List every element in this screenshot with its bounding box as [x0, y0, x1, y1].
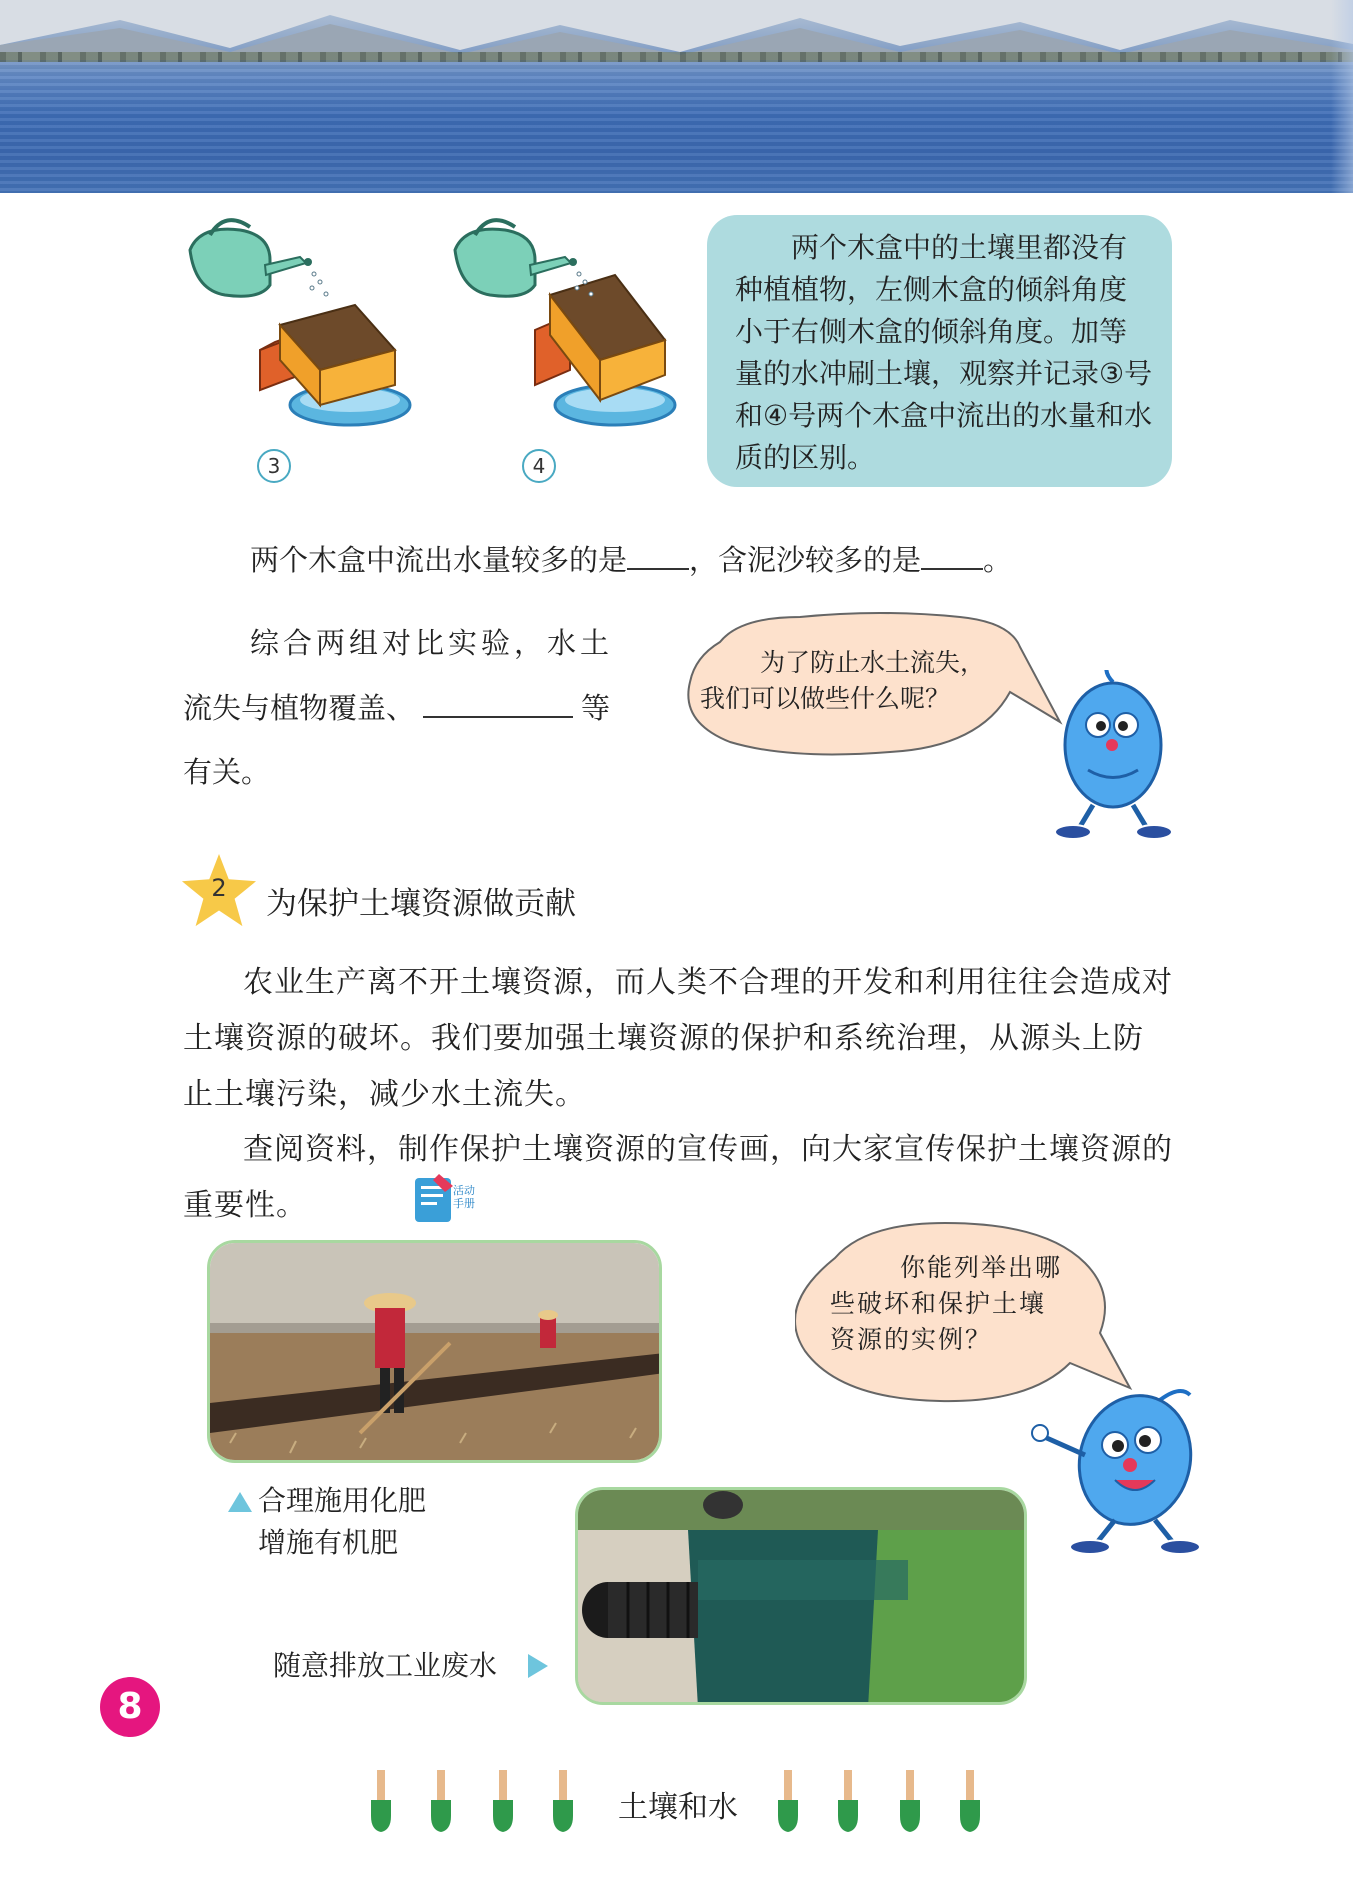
box-number-3: 3: [257, 449, 291, 483]
wastewater-image: [578, 1490, 1027, 1705]
footer-chapter-title: 土壤和水: [618, 1790, 738, 1825]
answer-blank-1[interactable]: [627, 568, 689, 570]
speech-bubble-1-text: [700, 645, 1040, 717]
shovel-icon: [550, 1770, 576, 1832]
header-banner-lake-image: [0, 0, 1353, 193]
section2-paragraph-2-text: 查阅资料，制作保护土壤资源的宣传画，向大家宣传保护土壤资源的重要性。: [183, 1132, 1173, 1223]
handbook-pencil-icon: [413, 1172, 455, 1224]
shovel-icon: [835, 1770, 861, 1832]
speech2-line1: 你能列举出哪: [900, 1253, 1063, 1282]
section-title: 为保护土壤资源做贡献: [266, 886, 576, 922]
caption1-line2: 增施有机肥: [258, 1526, 399, 1559]
question1-text-a: 两个木盒中流出水量较多的是: [250, 543, 628, 577]
shovel-icon: [368, 1770, 394, 1832]
speech-bubble-2-text: [830, 1250, 1100, 1358]
page-number: 8: [100, 1677, 160, 1737]
caption-fertilizer: [258, 1480, 426, 1564]
question1-text-c: 。: [983, 543, 1013, 577]
question1-text-b: ，含泥沙较多的是: [689, 543, 922, 577]
question2-text-a: 流失与植物覆盖、: [183, 691, 416, 725]
tree-line: [0, 52, 1353, 62]
shovel-icon: [428, 1770, 454, 1832]
question2-line3: 有关。: [183, 755, 271, 789]
farm-field-image: [210, 1243, 662, 1463]
wooden-box-watering-illustration-3: [180, 210, 420, 440]
section2-paragraph-1: 农业生产离不开土壤资源，而人类不合理的开发和利用往往会造成对土壤资源的破坏。我们要加强土壤资源的保护和系统治理，从源头上防止土壤污染，减少水土流失。: [183, 965, 1173, 1112]
caption-wastewater: 随意排放工业废水: [273, 1649, 498, 1682]
question2-line2: [183, 686, 610, 727]
water-surface: [0, 62, 1353, 193]
shovel-icon: [957, 1770, 983, 1832]
shovel-icon: [897, 1770, 923, 1832]
speech1-line2: 我们可以做些什么呢？: [700, 684, 951, 713]
handbook-badge-line2: 手册: [453, 1197, 475, 1210]
blue-droplet-mascot-1: [1048, 670, 1178, 840]
shovel-icon: [490, 1770, 516, 1832]
caption2-pointer-icon: [528, 1654, 548, 1678]
caption1-line1: 合理施用化肥: [258, 1484, 427, 1517]
section-number: 2: [211, 874, 227, 902]
mountains-graphic: [0, 0, 1353, 60]
experiment-info-box: 两个木盒中的土壤里都没有种植植物，左侧木盒的倾斜角度小于右侧木盒的倾斜角度。加等量的水冲刷土壤，观察并记录③号和④号两个木盒中流出的水量和水质的区别。: [707, 215, 1172, 487]
question2-text-b: 等: [581, 691, 611, 725]
speech2-line3: 资源的实例？: [830, 1325, 993, 1354]
industrial-wastewater-photo: [575, 1487, 1027, 1705]
shovel-icon: [775, 1770, 801, 1832]
farmers-fertilizing-photo: [207, 1240, 662, 1463]
question-water-amount: [250, 538, 1012, 579]
speech1-line1: 为了防止水土流失，: [760, 648, 986, 677]
wooden-box-watering-illustration-4: [445, 210, 685, 440]
activity-handbook-icon[interactable]: [413, 1172, 483, 1224]
speech2-line2: 些破坏和保护土壤: [830, 1289, 1047, 1318]
box-number-4: 4: [522, 449, 556, 483]
question2-line1: 综合两组对比实验，水土: [250, 626, 614, 660]
caption1-pointer-icon: [228, 1492, 252, 1512]
banner-edge: [1331, 0, 1353, 193]
answer-blank-3[interactable]: [423, 716, 573, 718]
answer-blank-2[interactable]: [921, 568, 983, 570]
blue-droplet-mascot-2: [1030, 1380, 1205, 1555]
handbook-badge-line1: 活动: [453, 1184, 475, 1197]
